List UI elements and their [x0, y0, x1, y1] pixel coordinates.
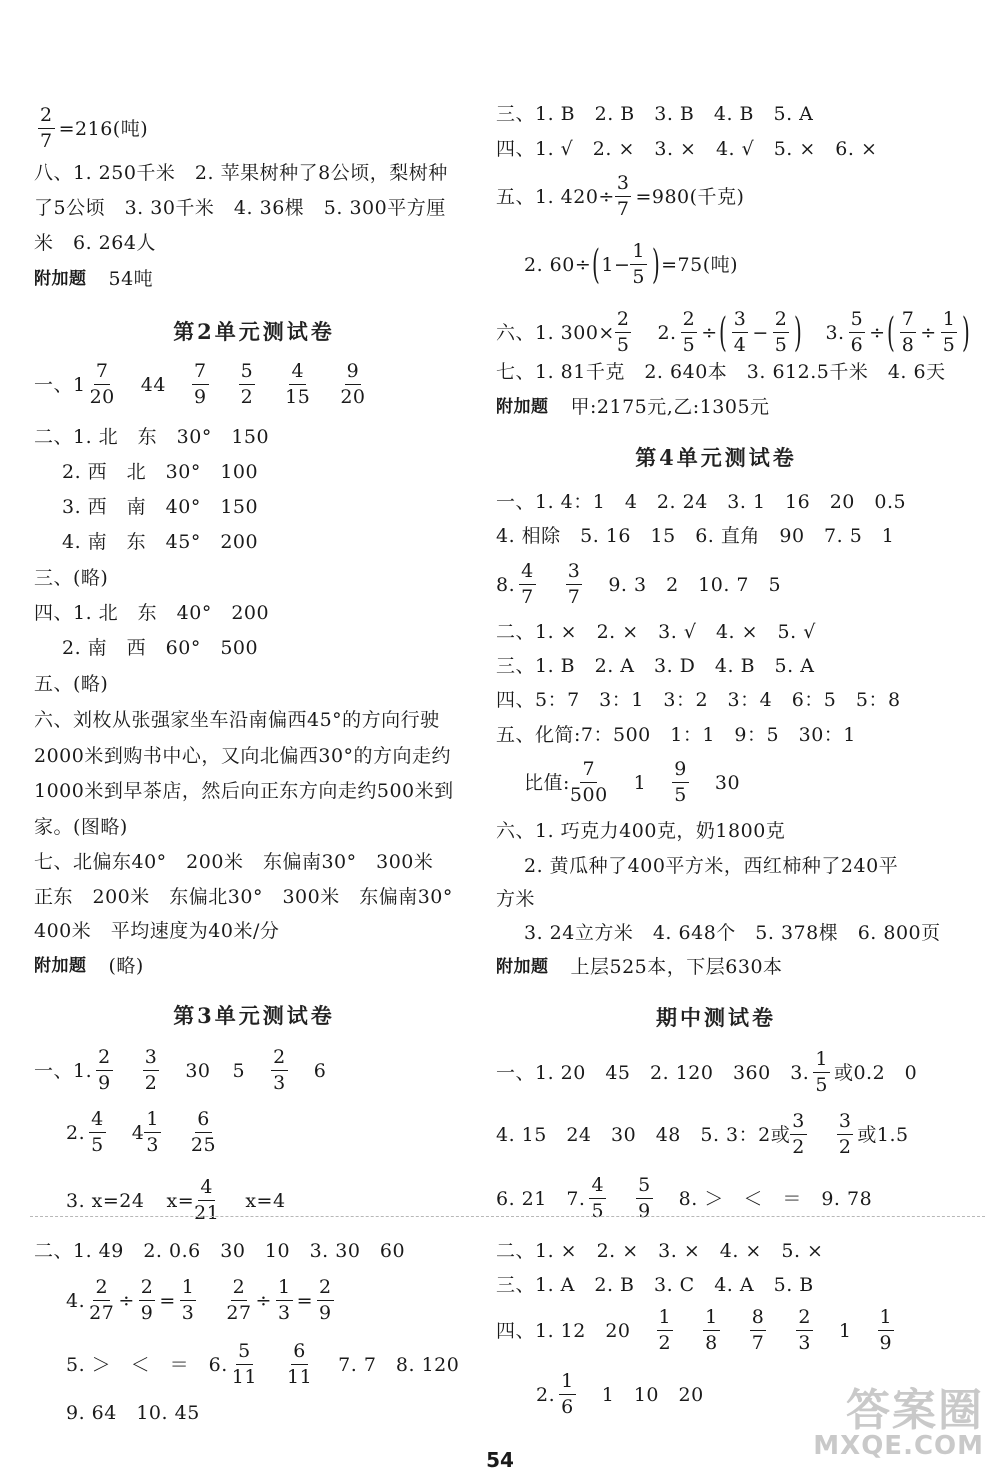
section-heading-midterm: 期中测试卷: [656, 1005, 776, 1030]
answer-line: 一、1. 20 45 2. 120 360 3. $\frac{1}{5}$ 或0.2 0: [496, 1048, 918, 1096]
fraction: $\frac{2}{27}$: [226, 1276, 252, 1324]
answer-line: 正东 200米 东偏北30° 300米 东偏南30°: [34, 886, 453, 908]
fraction: $\frac{6}{11}$: [286, 1340, 313, 1388]
fraction: $\frac{3}{2}$: [792, 1110, 805, 1158]
fraction: $\frac{3}{7}$: [616, 172, 630, 220]
extra-question-label: 附加题: [496, 397, 549, 417]
fraction: $\frac{2}{5}$: [616, 308, 630, 356]
answer-line: 2. $\frac{1}{6}$ 1 10 20: [536, 1370, 704, 1418]
answer-line: 三、1. B 2. A 3. D 4. B 5. A: [496, 655, 815, 677]
fraction: $\frac{2}{9}$: [140, 1276, 154, 1324]
fraction: $\frac{1}{8}$: [705, 1306, 718, 1354]
answer-line: 2. 西 北 30° 100: [62, 461, 259, 483]
answer-line: 4. $\frac{2}{27}$ ÷ $\frac{2}{9}$ = $\frac{1}{3}$ $\frac{2}{27}$ ÷ $\frac{1}{3}$ = $\frac{2}{9}$: [66, 1276, 332, 1324]
fraction: $\frac{8}{7}$: [751, 1306, 765, 1354]
answer-line: 方米: [496, 888, 536, 910]
fraction: $\frac{2}{9}$: [98, 1046, 111, 1094]
extra-question-label: 附加题: [496, 957, 549, 977]
fraction: $\frac{7}{500}$: [569, 758, 608, 806]
fraction: $\frac{4}{7}$: [521, 560, 534, 608]
fraction: $\frac{2}{5}$: [682, 308, 696, 356]
fraction: $\frac{9}{5}$: [674, 758, 687, 806]
answer-line: 一、1 $\frac{7}{20}$ 44 $\frac{7}{9}$ $\frac{5}{2}$ $\frac{4}{15}$ $\frac{9}{20}$: [34, 360, 366, 408]
answer-line: 2. 黄瓜种了400平方米，西红柿种了240平: [524, 855, 899, 877]
answer-line: 七、北偏东40° 200米 东偏南30° 300米: [34, 851, 434, 873]
answer-line: 三、1. A 2. B 3. C 4. A 5. B: [496, 1274, 814, 1296]
answer-line: 比值: $\frac{7}{500}$ 1 $\frac{9}{5}$ 30: [524, 758, 741, 806]
answer-line: 四、1. 北 东 40° 200: [34, 602, 270, 624]
fraction: $\frac{6}{25}$: [190, 1108, 217, 1156]
answer-line: 二、1. 北 东 30° 150: [34, 426, 270, 448]
answer-line: 8. $\frac{4}{7}$ $\frac{3}{7}$ 9. 3 2 10. 7 5: [496, 560, 782, 608]
fraction: $\frac{5}{11}$: [231, 1340, 257, 1388]
answer-line: 五、1. 420÷ $\frac{3}{7}$ =980(千克): [496, 172, 745, 220]
answer-line: 一、1. $\frac{2}{9}$ $\frac{3}{2}$ 30 5 $\frac{2}{3}$ 6: [34, 1046, 327, 1094]
extra-question-line: 附加题 甲:2175元,乙:1305元: [496, 396, 770, 418]
answer-line: 三、1. B 2. B 3. B 4. B 5. A: [496, 103, 814, 125]
fraction: $\frac{4}{21}$: [194, 1176, 220, 1224]
extra-question-line: 附加题 54吨: [34, 268, 154, 290]
answer-line: 五、化简:7：500 1：1 9：5 30：1: [496, 724, 856, 746]
page-number: 54: [486, 1448, 514, 1472]
answer-line: 五、(略): [34, 673, 109, 695]
answer-line: 家。(图略): [34, 816, 128, 838]
watermark-title: 答案圈: [846, 1385, 984, 1436]
answer-line: 四、1. 12 20 $\frac{1}{2}$ $\frac{1}{8}$ $\frac{8}{7}$ $\frac{2}{3}$ 1 $\frac{1}{9}$: [496, 1306, 893, 1354]
fraction: $\frac{2}{7}$: [40, 104, 53, 152]
answer-line: 二、1. 49 2. 0.6 30 10 3. 30 60: [34, 1240, 406, 1262]
answer-line: 三、(略): [34, 567, 109, 589]
fraction: $\frac{2}{3}$: [273, 1046, 286, 1094]
section-heading-unit2: 第2单元测试卷: [173, 319, 335, 344]
section-heading-unit4: 第4单元测试卷: [635, 445, 797, 470]
fraction: $\frac{7}{20}$: [89, 360, 115, 408]
fraction: $\frac{1}{3}$: [181, 1276, 195, 1324]
fraction: $\frac{1}{5}$: [632, 240, 645, 288]
fraction: $\frac{1}{3}$: [146, 1108, 159, 1156]
answer-line: 六、1. 300× $\frac{2}{5}$ 2. $\frac{2}{5}$ ÷ ( $\frac{3}{4}$ − $\frac{2}{5}$ ) 3. $\frac{5}{6}$ ÷ ( $\frac{7}{8}$ ÷ $\frac{1}{5}$ ): [496, 308, 971, 356]
fraction: $\frac{3}{7}$: [567, 560, 581, 608]
answer-line: 4. 南 东 45° 200: [62, 531, 259, 553]
fraction: $\frac{3}{4}$: [733, 308, 747, 356]
answer-line: 2000米到购书中心，又向北偏西30°的方向走约: [34, 745, 452, 767]
extra-question-label: 附加题: [34, 956, 87, 976]
answer-line: 1000米到早茶店，然后向正东方向走约500米到: [34, 780, 454, 802]
answer-line: 二、1. × 2. × 3. √ 4. × 5. √: [496, 621, 816, 643]
fraction: $\frac{1}{5}$: [942, 308, 956, 356]
answer-line: 2. 南 西 60° 500: [62, 637, 259, 659]
fraction: $\frac{4}{5}$: [591, 1174, 605, 1222]
fraction: $\frac{7}{9}$: [193, 360, 207, 408]
fraction: $\frac{3}{2}$: [144, 1046, 158, 1094]
answer-line: 3. 西 南 40° 150: [62, 496, 259, 518]
watermark-url: MXQE.COM: [813, 1431, 984, 1461]
fraction: $\frac{7}{8}$: [901, 308, 915, 356]
answer-line: 9. 64 10. 45: [66, 1402, 200, 1424]
fraction: $\frac{1}{3}$: [277, 1276, 291, 1324]
answer-line: 6. 21 7. $\frac{4}{5}$ $\frac{5}{9}$ 8. ＞ ＜ ＝ 9. 78: [496, 1174, 873, 1222]
fraction: $\frac{2}{9}$: [318, 1276, 332, 1324]
answer-line: 3. x=24 x= $\frac{4}{21}$ x=4: [66, 1176, 286, 1224]
fraction: $\frac{2}{3}$: [798, 1306, 811, 1354]
extra-question-label: 附加题: [34, 269, 87, 289]
answer-line: 二、1. × 2. × 3. × 4. × 5. ×: [496, 1240, 824, 1262]
answer-line: 3. 24立方米 4. 648个 5. 378棵 6. 800页: [524, 922, 941, 944]
answer-line: 5. ＞ ＜ ＝ 6. $\frac{5}{11}$ $\frac{6}{11}$ 7. 7 8. 120: [66, 1340, 460, 1388]
extra-question-line: 附加题 上层525本，下层630本: [496, 956, 783, 978]
section-heading-unit3: 第3单元测试卷: [173, 1003, 335, 1028]
fraction: $\frac{3}{2}$: [838, 1110, 852, 1158]
watermark: [813, 1385, 984, 1461]
extra-question-line: 附加题 (略): [34, 955, 144, 977]
fraction: $\frac{1}{9}$: [879, 1306, 893, 1354]
answer-line: 七、1. 81千克 2. 640本 3. 612.5千米 4. 6天: [496, 361, 946, 383]
fraction: $\frac{9}{20}$: [340, 360, 366, 408]
answer-line: 2. $\frac{4}{5}$ 4 $\frac{1}{3}$ $\frac{6}{25}$: [66, 1108, 217, 1156]
fraction: $\frac{4}{15}$: [285, 360, 311, 408]
answer-line: 六、1. 巧克力400克，奶1800克: [496, 820, 786, 842]
fraction: $\frac{5}{6}$: [850, 308, 864, 356]
answer-line: 2. 60÷ ( 1− $\frac{1}{5}$ ) =75(吨): [524, 240, 739, 288]
fraction: $\frac{5}{2}$: [240, 360, 254, 408]
answer-line: $\frac{2}{7}$ =216(吨): [40, 104, 149, 152]
fraction: $\frac{2}{5}$: [774, 308, 788, 356]
fraction: $\frac{5}{9}$: [638, 1174, 651, 1222]
answer-line: 了5公顷 3. 30千米 4. 36棵 5. 300平方厘: [34, 197, 446, 219]
fraction: $\frac{4}{5}$: [91, 1108, 104, 1156]
answer-line: 一、1. 4：1 4 2. 24 3. 1 16 20 0.5: [496, 491, 907, 513]
answer-line: 400米 平均速度为40米/分: [34, 920, 280, 942]
divider-line: [30, 1216, 985, 1217]
fraction: $\frac{1}{5}$: [815, 1048, 828, 1096]
fraction: $\frac{2}{27}$: [89, 1276, 115, 1324]
answer-line: 八、1. 250千米 2. 苹果树种了8公顷，梨树种: [34, 162, 448, 184]
answer-line: 4. 15 24 30 48 5. 3：2或 $\frac{3}{2}$ $\frac{3}{2}$ 或1.5: [496, 1110, 909, 1158]
answer-line: 4. 相除 5. 16 15 6. 直角 90 7. 5 1: [496, 525, 895, 547]
fraction: $\frac{1}{2}$: [658, 1306, 672, 1354]
answer-line: 四、1. √ 2. × 3. × 4. √ 5. × 6. ×: [496, 138, 878, 160]
fraction: $\frac{1}{6}$: [561, 1370, 574, 1418]
answer-line: 四、5：7 3：1 3：2 3：4 6：5 5：8: [496, 689, 901, 711]
answer-line: 六、刘枚从张强家坐车沿南偏西45°的方向行驶: [34, 709, 440, 731]
answer-line: 米 6. 264人: [34, 232, 156, 254]
